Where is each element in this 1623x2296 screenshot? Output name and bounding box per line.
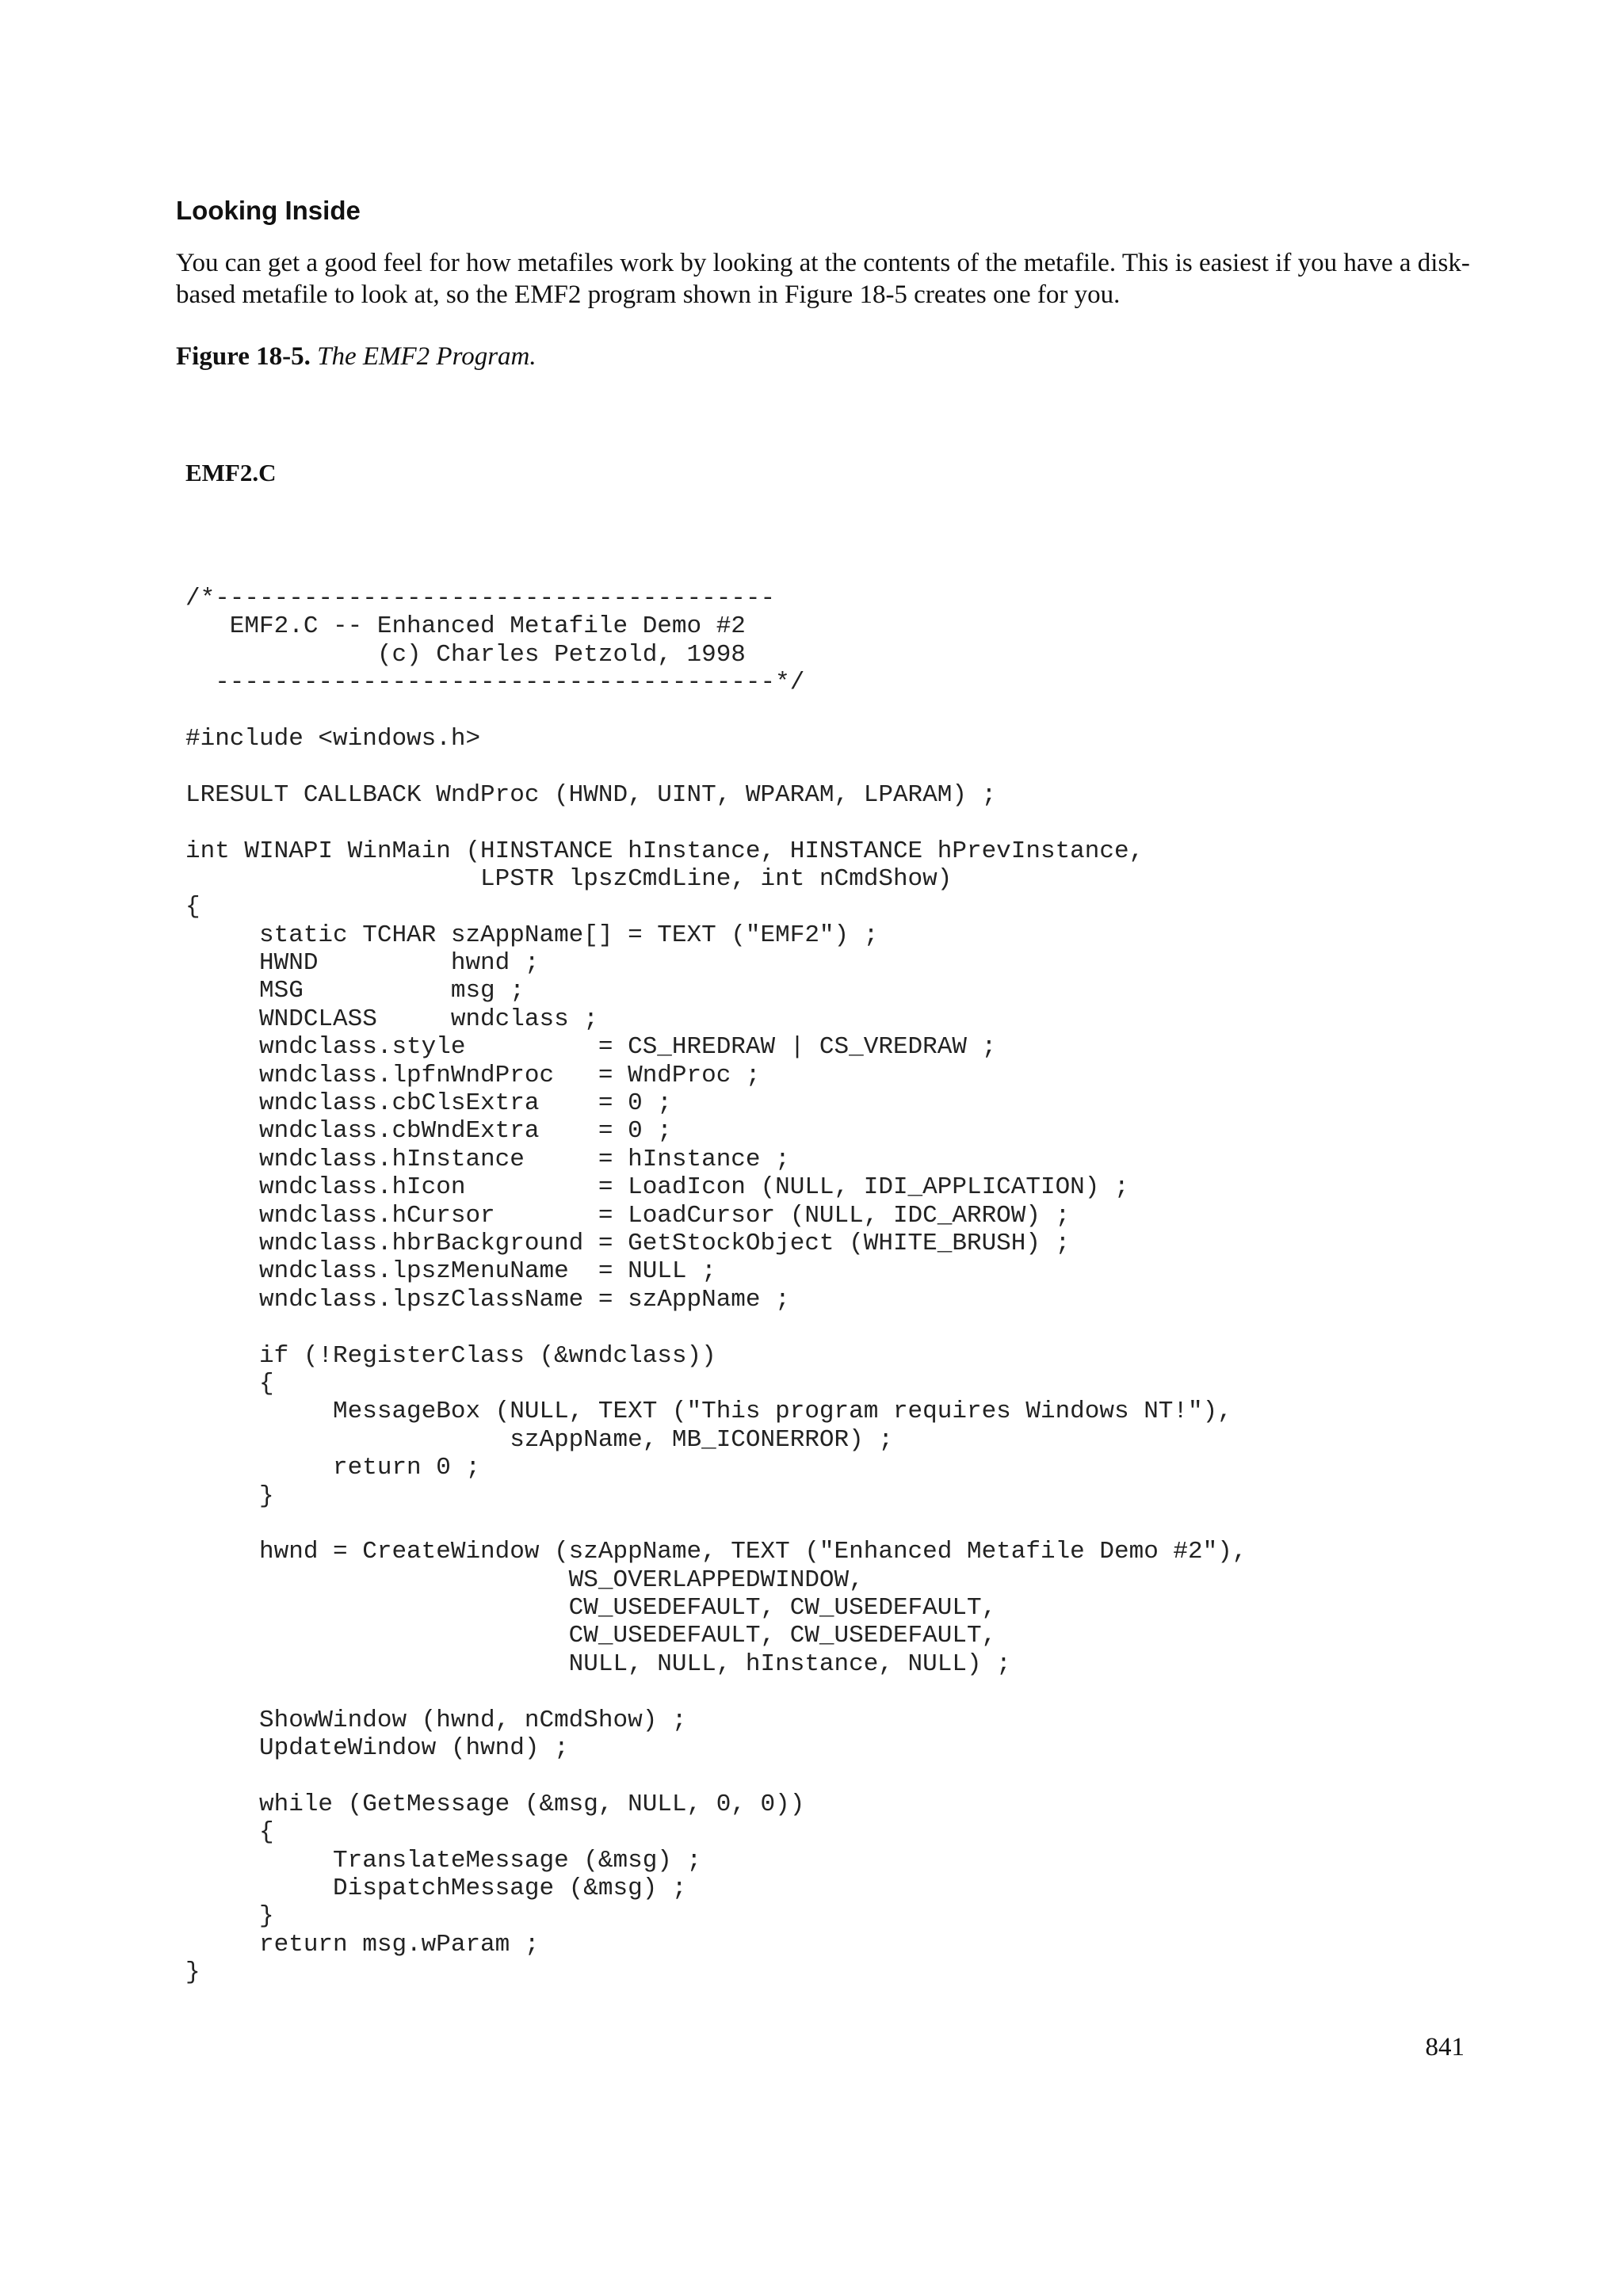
code-line: { xyxy=(185,1818,274,1847)
code-line: CW_USEDEFAULT, CW_USEDEFAULT, xyxy=(185,1594,997,1623)
code-line: hwnd = CreateWindow (szAppName, TEXT ("Enhanced Metafile Demo #2"), xyxy=(185,1538,1247,1566)
code-line: wndclass.style = CS_HREDRAW | CS_VREDRAW ; xyxy=(185,1033,997,1062)
code-line: return msg.wParam ; xyxy=(185,1930,540,1958)
code-line: TranslateMessage (&msg) ; xyxy=(185,1846,702,1875)
code-line: wndclass.lpfnWndProc = WndProc ; xyxy=(185,1061,761,1089)
code-line xyxy=(185,697,1247,725)
code-line: #include <windows.h> xyxy=(185,724,481,753)
code-line: int WINAPI WinMain (HINSTANCE hInstance, HINSTANCE hPrevInstance, xyxy=(185,837,1144,865)
code-line: UpdateWindow (hwnd) ; xyxy=(185,1734,569,1763)
code-line: while (GetMessage (&msg, NULL, 0, 0)) xyxy=(185,1790,805,1818)
body-paragraph: You can get a good feel for how metafiles work by looking at the contents of the metafile. This is easiest if you have a disk-based metafile to look at, so the EMF2 program shown in Figure 18-5 creates one for you. xyxy=(176,249,1470,309)
code-line: --------------------------------------*/ xyxy=(185,669,805,697)
code-line: wndclass.lpszMenuName = NULL ; xyxy=(185,1257,716,1286)
code-line: return 0 ; xyxy=(185,1454,481,1482)
code-line: EMF2.C -- Enhanced Metafile Demo #2 xyxy=(185,612,746,641)
code-line: static TCHAR szAppName[] = TEXT ("EMF2") ; xyxy=(185,921,879,949)
code-line: wndclass.hInstance = hInstance ; xyxy=(185,1145,790,1173)
code-line: szAppName, MB_ICONERROR) ; xyxy=(185,1425,893,1454)
code-line: } xyxy=(185,1958,200,1987)
code-line xyxy=(185,1678,1247,1706)
code-line: } xyxy=(185,1902,274,1931)
code-line: { xyxy=(185,1369,274,1398)
figure-caption xyxy=(176,339,537,374)
code-line xyxy=(185,1762,1247,1790)
code-line: ShowWindow (hwnd, nCmdShow) ; xyxy=(185,1706,687,1734)
code-line: wndclass.hIcon = LoadIcon (NULL, IDI_APPLICATION) ; xyxy=(185,1173,1129,1202)
code-line: WS_OVERLAPPEDWINDOW, xyxy=(185,1566,864,1594)
section-heading: Looking Inside xyxy=(176,196,361,225)
code-line: if (!RegisterClass (&wndclass)) xyxy=(185,1341,716,1370)
code-line xyxy=(185,1314,1247,1341)
code-line: CW_USEDEFAULT, CW_USEDEFAULT, xyxy=(185,1622,997,1650)
code-line: MSG msg ; xyxy=(185,977,525,1005)
code-line: { xyxy=(185,893,200,921)
code-line: wndclass.hCursor = LoadCursor (NULL, IDC_ARROW) ; xyxy=(185,1201,1071,1230)
figure-title: The EMF2 Program. xyxy=(317,342,537,371)
code-line xyxy=(185,1510,1247,1538)
code-line: LPSTR lpszCmdLine, int nCmdShow) xyxy=(185,864,953,893)
code-line: wndclass.cbWndExtra = 0 ; xyxy=(185,1117,672,1146)
page-number: 841 xyxy=(1425,2033,1465,2061)
code-line: wndclass.lpszClassName = szAppName ; xyxy=(185,1285,790,1314)
figure-label: Figure 18-5. xyxy=(176,342,311,371)
code-line: /*-------------------------------------- xyxy=(185,585,776,612)
code-line: NULL, NULL, hInstance, NULL) ; xyxy=(185,1650,1011,1678)
code-line: MessageBox (NULL, TEXT ("This program requires Windows NT!"), xyxy=(185,1398,1232,1426)
code-line: WNDCLASS wndclass ; xyxy=(185,1005,598,1033)
code-line: } xyxy=(185,1482,274,1510)
code-line: HWND hwnd ; xyxy=(185,949,540,978)
code-line: DispatchMessage (&msg) ; xyxy=(185,1874,687,1902)
code-listing xyxy=(185,585,1247,1987)
code-line: (c) Charles Petzold, 1998 xyxy=(185,640,746,669)
code-line xyxy=(185,753,1247,780)
code-line: LRESULT CALLBACK WndProc (HWND, UINT, WPARAM, LPARAM) ; xyxy=(185,780,997,809)
listing-filename: EMF2.C xyxy=(185,459,277,486)
code-line xyxy=(185,809,1247,837)
code-line: wndclass.hbrBackground = GetStockObject (WHITE_BRUSH) ; xyxy=(185,1229,1071,1257)
code-line: wndclass.cbClsExtra = 0 ; xyxy=(185,1089,672,1118)
